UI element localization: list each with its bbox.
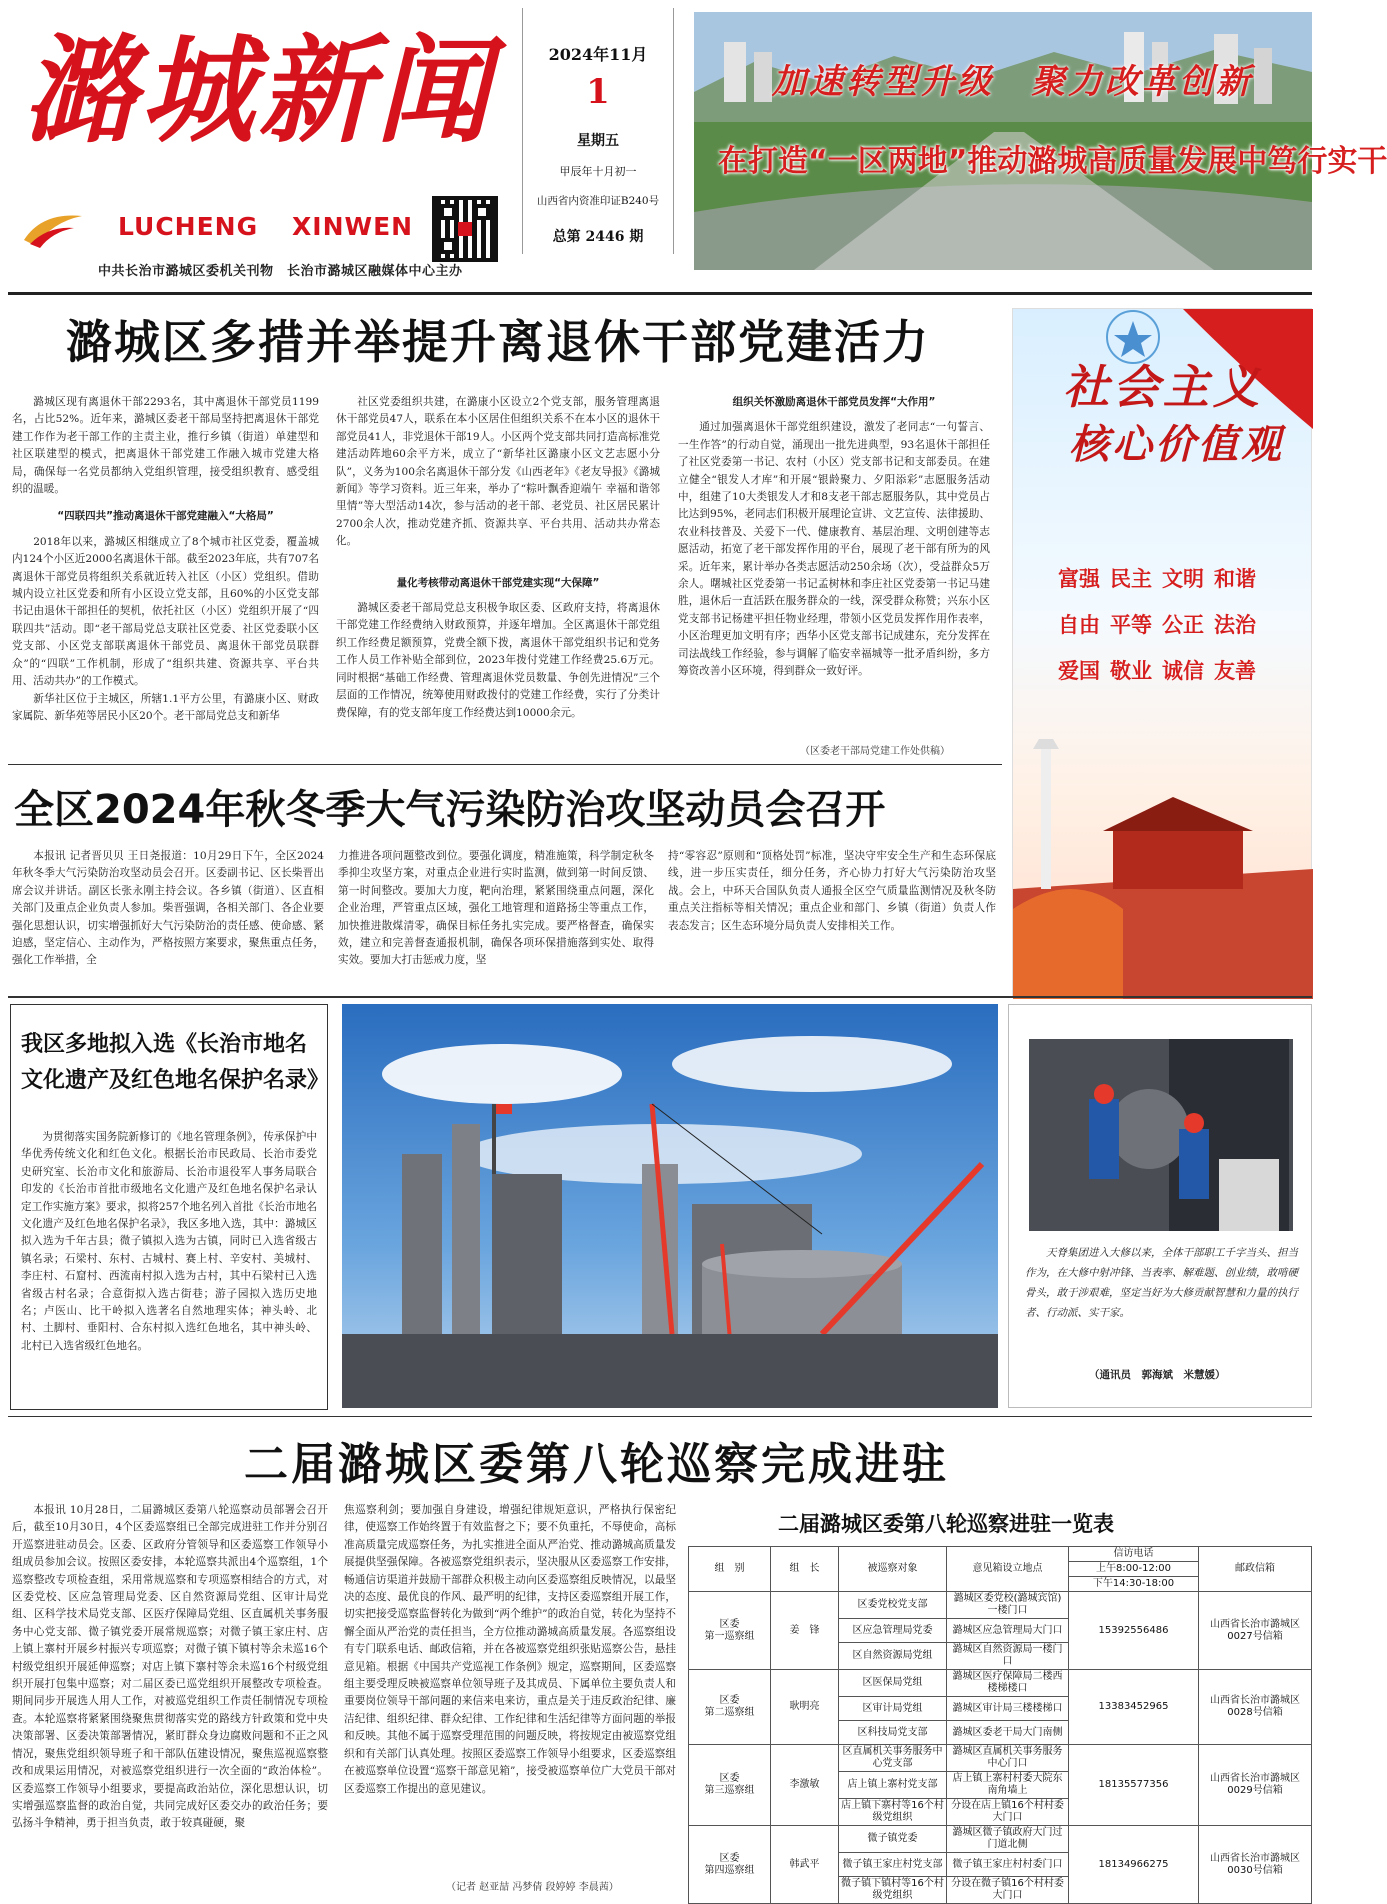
article1-source: （区委老干部局党建工作处供稿） (800, 746, 950, 757)
inspection-table (688, 1546, 1312, 1904)
cell-target: 区应急管理局党委 (839, 1619, 947, 1643)
cell-phone: 15392556486 (1069, 1592, 1199, 1670)
table-row (689, 1745, 1312, 1772)
article2-col3: 持“零容忍”原则和“顶格处罚”标准，坚决守牢安全生产和生态环保底线，进一步压实责任，细分任务，齐心协力打好大气污染防治攻坚战。会上，中环天合国队负责人通报全区空气质量监测情况及秋冬防重点关注指标等相关情况；重点企业和部门、乡镇（街道）负责人作表态发言；区生态环境分局负责人安排相关工作。 (668, 850, 996, 932)
cell-phone: 13383452965 (1069, 1670, 1199, 1745)
cell-target: 区医保局党组 (839, 1670, 947, 1697)
title-en-right: XINWEN (292, 212, 414, 241)
core-values-title-1: 社会主义 (1063, 360, 1263, 414)
cell-phone: 18135577356 (1069, 1745, 1199, 1826)
sponsor-line: 中共长治市潞城区委机关刊物 长治市潞城区融媒体中心主办 (98, 264, 463, 279)
inspection-table-wrap (688, 1546, 1312, 1904)
value-word: 民主 (1110, 567, 1152, 591)
cell-box: 潞城区应急管理局大门口 (947, 1619, 1069, 1643)
table-row (689, 1826, 1312, 1853)
photo-caption: 天脊集团进入大修以来，全体干部职工千字当头、担当作为，在大修中射冲锋、当表率、解难题、创业绩，敢啃硬骨头，敢于涉艰难，坚定当好为大修贡献智慧和力量的执行者、行动派、实干家。 (1025, 1247, 1298, 1319)
th-phone-hours-pm: 下午14:30-18:00 (1069, 1577, 1199, 1592)
cell-box: 分设在店上镇16个村村委大门口 (947, 1799, 1069, 1826)
table-row (689, 1670, 1312, 1697)
banner-photo (694, 12, 1387, 270)
value-word: 敬业 (1110, 659, 1152, 683)
value-word: 友善 (1214, 659, 1256, 683)
industrial-photo (342, 1004, 998, 1408)
cell-mail: 山西省长治市潞城区 0030号信箱 (1199, 1826, 1312, 1904)
cell-box: 潞城区委党校(潞城宾馆)一楼门口 (947, 1592, 1069, 1619)
value-word: 爱国 (1058, 659, 1100, 683)
cell-target: 微子镇王家庄村党支部 (839, 1853, 947, 1877)
cell-leader: 耿明亮 (771, 1670, 839, 1745)
article1-col3 (678, 394, 990, 760)
article2-col2: 力推进各项问题整改到位。要强化调度，精准施策，科学制定秋冬季抑尘攻坚方案，对重点企业进行实时监测，做到第一时间反馈、第一时间整改。要加大力度，靶向治理，紧紧围绕重点问题，深化企业治理，严管重点区域，强化工地管理和道路扬尘等重点工作，加快推进散煤清零，确保目标任务扎实完成。要严格督查，确保实效，建立和完善督查通报机制，确保各项环保措施落到实处、取得实效。要加大打击惩戒力度，坚 (338, 850, 654, 967)
cell-mail: 山西省长治市潞城区 0029号信箱 (1199, 1745, 1312, 1826)
value-word: 诚信 (1162, 659, 1204, 683)
cell-target: 区审计局党组 (839, 1697, 947, 1721)
title-en-left: LUCHENG (118, 212, 259, 241)
article1-col2-p1: 社区党委组织共建，在潞康小区设立2个党支部，服务管理离退休干部党员47人，联系在本小区居住但组织关系不在本小区的退休干部党员41人，非党退休干部19人。小区两个党支部共同打造高标准党建活动阵地60余平方米，成立了“新华社区潞康小区文艺志愿小分队”，义务为100余名离退休干部分发《山西老年》《老友导报》《潞城新闻》等学习资料。近三年来，举办了“粽叶飘香迎端午 幸福和谐邻里情”等大型活动14次，参与活动的老干部、老党员、社区居民累计2700余人次，推动党建齐抓、资源共享、平台共用、活动共办常态化。 (336, 396, 660, 548)
cell-group: 区委 第三巡察组 (689, 1745, 771, 1826)
cell-mail: 山西省长治市潞城区 0027号信箱 (1199, 1592, 1312, 1670)
banner-slogan: 加速转型升级 聚力改革创新 (772, 62, 1253, 102)
value-word: 平等 (1110, 613, 1152, 637)
date-year-month: 2024年11月 (548, 45, 648, 64)
article3-box (10, 1004, 328, 1410)
article1-col2-p2: 潞城区委老干部局党总支积极争取区委、区政府支持，将离退休干部党建工作经费纳入财政预算，并逐年增加。全区离退休干部党组织工作经费足额预算，党费全额下拨，离退休干部党组织书记和党务工作人员工作补贴全部到位，2023年拨付党建工作经费25.6万元。同时根据“基础工作经费、管理离退休党员数量、争创先进情况”三个层面的工作情况，统筹使用财政拨付的党建工作经费，实行了分类计费保障，有的党支部年度工作经费达到10000余元。 (336, 602, 660, 719)
table-row (689, 1592, 1312, 1619)
worker-photo (1029, 1039, 1293, 1231)
cell-box: 潞城区医疗保障局二楼西楼梯楼口 (947, 1670, 1069, 1697)
value-word: 法治 (1214, 613, 1256, 637)
date-day: 1 (586, 72, 610, 112)
cell-leader: 韩武平 (771, 1826, 839, 1904)
value-word: 和谐 (1214, 567, 1256, 591)
th-phone: 信访电话 (1069, 1547, 1199, 1562)
value-word: 富强 (1058, 567, 1100, 591)
cell-group: 区委 第四巡察组 (689, 1826, 771, 1904)
cell-target: 微子镇党委 (839, 1826, 947, 1853)
cell-box: 潞城区自然资源局一楼门口 (947, 1643, 1069, 1670)
cell-box: 潞城区微子镇政府大门过门道北侧 (947, 1826, 1069, 1853)
cell-group: 区委 第二巡察组 (689, 1670, 771, 1745)
article1-col1 (12, 394, 319, 760)
cell-box: 潞城区委老干局大门南侧 (947, 1721, 1069, 1745)
print-permit: 山西省内资准印证B240号 (536, 195, 660, 207)
cell-box: 潞城区直属机关事务服务中心门口 (947, 1745, 1069, 1772)
cell-target: 微子镇下镇村等16个村级党组织 (839, 1877, 947, 1904)
cell-target: 店上镇上寨村党支部 (839, 1772, 947, 1799)
value-word: 文明 (1162, 567, 1204, 591)
cell-leader: 李激敏 (771, 1745, 839, 1826)
section-rule (8, 996, 1312, 998)
th-phone-hours-am: 上午8:00-12:00 (1069, 1562, 1199, 1577)
article1-headline: 潞城区多措并举提升离退休干部党建活力 (66, 315, 930, 369)
value-word: 公正 (1162, 613, 1204, 637)
cell-leader: 姜 锋 (771, 1592, 839, 1670)
th-target: 被巡察对象 (839, 1547, 947, 1592)
cell-mail: 山西省长治市潞城区 0028号信箱 (1199, 1670, 1312, 1745)
cell-group: 区委 第一巡察组 (689, 1592, 771, 1670)
article3-body: 为贯彻落实国务院新修订的《地名管理条例》，传承保护中华优秀传统文化和红色文化。根据长治市民政局、长治市委党史研究室、长治市文化和旅游局、长治市退役军人事务局联合印发的《长治市首批市级地名文化遗产及红色地名保护名录认定工作实施方案》要求，拟将257个地名列入首批《长治市地名文化遗产及红色地名保护名录》，我区多地入选，其中：潞城区拟入选为千年古县；微子镇拟入选为古镇，同时已入选省级古镇名录；石梁村、东村、古城村、赛上村、辛安村、美城村、李庄村、石窟村、西流南村拟入选为古村，其中石梁村已入选省级古村名录；合意街拟入选古街巷；游子园拟入选历史地名；卢医山、比干岭拟入选著名自然地理实体；神头岭、北村、土脚村、垂阳村、合东村拟入选红色地名，其中神头岭、北村已入选省级红色地名。 (21, 1131, 317, 1352)
divider (8, 1416, 1312, 1417)
article1-col1-p1: 潞城区现有离退休干部2293名，其中离退休干部党员1199名，占比52%。近年来，潞城区委老干部局坚持把离退休干部党建工作作为老干部工作的主责主业，推行乡镇（街道）单建型和社区联建型的模式，把离退休干部党建工作融入城市党建大格局，确保每一名党员都纳入党组织管理，接受组织教育、感受组织的温暖。 (12, 396, 319, 496)
core-values-words (1053, 557, 1293, 695)
core-values-poster (1012, 308, 1312, 998)
cell-target: 区委党校党支部 (839, 1592, 947, 1619)
cell-target: 区直属机关事务服务中心党支部 (839, 1745, 947, 1772)
article3-headline-1: 我区多地拟入选《长治市地名 (21, 1032, 308, 1057)
th-group: 组 别 (689, 1547, 771, 1592)
article4-headline: 二届潞城区委第八轮巡察完成进驻 (244, 1439, 949, 1490)
date-box (522, 8, 674, 254)
photo-credit: （通讯员 郭海斌 米慧媛） (1089, 1369, 1226, 1381)
article1-sub3: 组织关怀激励离退休干部党员发挥“大作用” (732, 396, 936, 408)
cell-phone: 18134966275 (1069, 1826, 1199, 1904)
worker-photo-box (1008, 1004, 1312, 1408)
article1-sub1: “四联四共”推动离退休干部党建融入“大格局” (57, 510, 274, 523)
newspaper-title-logo: 潞城新闻 (22, 23, 494, 159)
article2-col1: 本报讯 记者晋贝贝 王日尧报道：10月29日下午，全区2024年秋冬季大气污染防治攻坚动员会召开。区委副书记、区长柴晋出席会议并讲话。副区长张永刚主持会议。各乡镇（街道）、区直相关部门及重点企业负责人参加。柴晋强调，各相关部门、各企业要强化思想认识，切实增强抓好大气污染防治的责任感、使命感、紧迫感，坚定信心、主动作为，严格按照方案要求，聚焦重点任务，强化工作举措，全 (12, 850, 324, 967)
th-mail: 邮政信箱 (1199, 1547, 1312, 1592)
article1-sub2: 量化考核带动离退休干部党建实现“大保障” (396, 576, 600, 589)
article2-headline: 全区2024年秋冬季大气污染防治攻坚动员会召开 (14, 787, 886, 833)
cell-box: 店上镇上寨村村委大院东南角墙上 (947, 1772, 1069, 1799)
core-values-title-2: 核心价值观 (1069, 421, 1284, 468)
cell-target: 区科技局党支部 (839, 1721, 947, 1745)
article4-credit: （记者 赵亚喆 冯梦倩 段婷婷 李晨茜） (446, 1882, 619, 1893)
th-box: 意见箱设立地点 (947, 1547, 1069, 1592)
article3-headline-2: 文化遗产及红色地名保护名录》 (21, 1068, 330, 1093)
cell-box: 潞城区审计局三楼楼梯口 (947, 1697, 1069, 1721)
article4-col1: 本报讯 10月28日，二届潞城区委第八轮巡察动员部署会召开后，截至10月30日，4个区委巡察组已全部完成进驻工作并分别召开巡察进驻动员会。区委、区政府分管领导和区委巡察工作领导小组成员参加会议。按照区委安排，本轮巡察共派出4个巡察组，1个巡察整改专项检查组，采用常规巡察和专项巡察相结合的方式，对区委党校、区应急管理局党委、区自然资源局党组、区审计局党组、区科学技术局党支部、区医疗保障局党组、区直属机关事务服务中心党支部、微子镇党委开展常规巡察；对微子镇王家庄村、店上镇上寨村开展乡村振兴专项巡察；对微子镇下镇村等余未巡16个村级党组织开展延伸巡察；对店上镇下寨村等余未巡16个村级党组织开展打包集中巡察；对二届区委已巡党组织开展整改专项检查。期间同步开展选人用人工作，对被巡党组织工作责任制情况专项检查。本轮巡察将紧紧围绕聚焦贯彻落实党的路线方针政策和党中央决策部署、区委决策部署情况，紧盯群众身边腐败问题和不正之风情况，聚焦党组织领导班子和干部队伍建设情况，聚焦巡视巡察整改和成果运用情况，对被巡察党组织进行一次全面的“政治体检”。区委巡察工作领导小组要求，要提高政治站位，深化思想认识，切实增强巡察监督的政治自觉，共同完成好区委交办的政治任务；要弘扬斗争精神，勇于担当负责，敢于较真碰硬，聚 (12, 1504, 328, 1830)
cell-box: 分设在微子镇16个村村委大门口 (947, 1877, 1069, 1904)
article1-col1-p2: 2018年以来，潞城区相继成立了8个城市社区党委，覆盖城内124个小区近2000名离退休干部。截至2023年底，共有707名离退休干部党员将组织关系就近转入社区（小区）党组织。借助城内设立社区党委和所有小区设立党支部，且60%的小区党支部书记由退休干部担任的契机，依托社区（小区）党组织开展了“四联四共”活动。即“老干部局党总支联社区党委、社区党委联小区党支部、小区党支部联离退休干部党员、离退休干部党员联群众”的“四联”工作机制，形成了“组织共建、资源共享、平台共用、活动共办”的工作模式。 (12, 535, 319, 688)
banner-headline: 在打造“一区两地”推动潞城高质量发展中笃行实干 (718, 144, 1387, 179)
cell-target: 区自然资源局党组 (839, 1643, 947, 1670)
issue-number: 总第 2446 期 (552, 229, 644, 245)
value-word: 自由 (1058, 613, 1100, 637)
table-title: 二届潞城区委第八轮巡察进驻一览表 (778, 1512, 1114, 1536)
th-leader: 组 长 (771, 1547, 839, 1592)
article1-col2 (336, 394, 660, 760)
article1-col3-p1: 通过加强离退休干部党组织建设，激发了老同志“一句誓言、一生作答”的行动自觉，涌现出一批先进典型，93名退休干部担任了社区党委第一书记、农村（小区）党支部书记和支部委员。在建立健全“银发人才库”和开展“银龄聚力、夕阳添彩”志愿服务活动中，组建了10大类银发人才和8支老干部志愿服务队，其中党员占比达到95%，老同志们积极开展理论宣讲、文艺宣传、法律援助、农业科技普及、关爱下一代、健康教育、基层治理、文明创建等志愿活动，拓宽了老干部发挥作用的平台，展现了老干部有所为的风采。近年来，累计举办各类志愿活动250余场（次），受益群众5万余人。曙城社区党委第一书记孟树林和李庄社区党委第一书记马建胜，退休后一直活跃在服务群众的一线，深受群众称赞；兴东小区党支部书记杨建平担任物业经理，带领小区党员发挥作用作表率，小区治理更加文明有序；西华小区党支部书记成建东，充分发挥在司法战线工作经验，参与调解了临安幸福城等一批矛盾纠纷，多方筹资改善小区环境，得到群众一致好评。 (678, 421, 990, 678)
cell-box: 微子镇王家庄村村委门口 (947, 1853, 1069, 1877)
divider (8, 764, 1002, 765)
lunar-date: 甲辰年十月初一 (559, 165, 637, 178)
article4-col2: 焦巡察利剑；要加强自身建设，增强纪律规矩意识，严格执行保密纪律，使巡察工作始终置于有效监督之下；要不负重托，不辱使命，高标准高质量完成巡察任务，为扎实推进全面从严治党、推动潞城高质量发展提供坚强保障。各被巡察党组织表示，坚决服从区委巡察工作安排，畅通信访渠道并鼓励干部群众积极主动向区委巡察组反映情况，以最坚决的态度、最优良的作风、最严明的纪律，支持区委巡察组开展工作，切实把接受巡察监督转化为做到“两个维护”的政治自觉，转化为坚持不懈全面从严治党的责任担当，全方位推动潞城高质量发展。各巡察组设有专门联系电话、邮政信箱，并在各被巡察党组织张贴巡察公告，悬挂意见箱。根据《中国共产党巡视工作条例》规定，巡察期间，区委巡察组主要受理反映被巡察单位领导班子及其成员、下属单位主要负责人和重要岗位领导干部问题的来信来电来访，重点是关于违反政治纪律、廉洁纪律、组织纪律、群众纪律、工作纪律和生活纪律等方面问题的举报和反映。其他不属于巡察受理范围的问题反映，将按规定由被巡察党组织和有关部门认真处理。按照区委巡察工作领导小组要求，区委巡察组在被巡察单位设置“巡察干部意见箱”，接受被巡察单位广大党员干部对区委巡察工作提出的意见建议。 (344, 1504, 676, 1795)
weekday: 星期五 (577, 133, 619, 149)
masthead-rule (8, 292, 1312, 295)
logo-emblem (22, 210, 84, 250)
qr-code (432, 196, 498, 262)
cell-target: 店上镇下寨村等16个村级党组织 (839, 1799, 947, 1826)
article1-col1-p3: 新华社区位于主城区，所辖1.1平方公里，有潞康小区、财政家属院、新华苑等居民小区20个。老干部局党总支和新华 (12, 692, 319, 722)
